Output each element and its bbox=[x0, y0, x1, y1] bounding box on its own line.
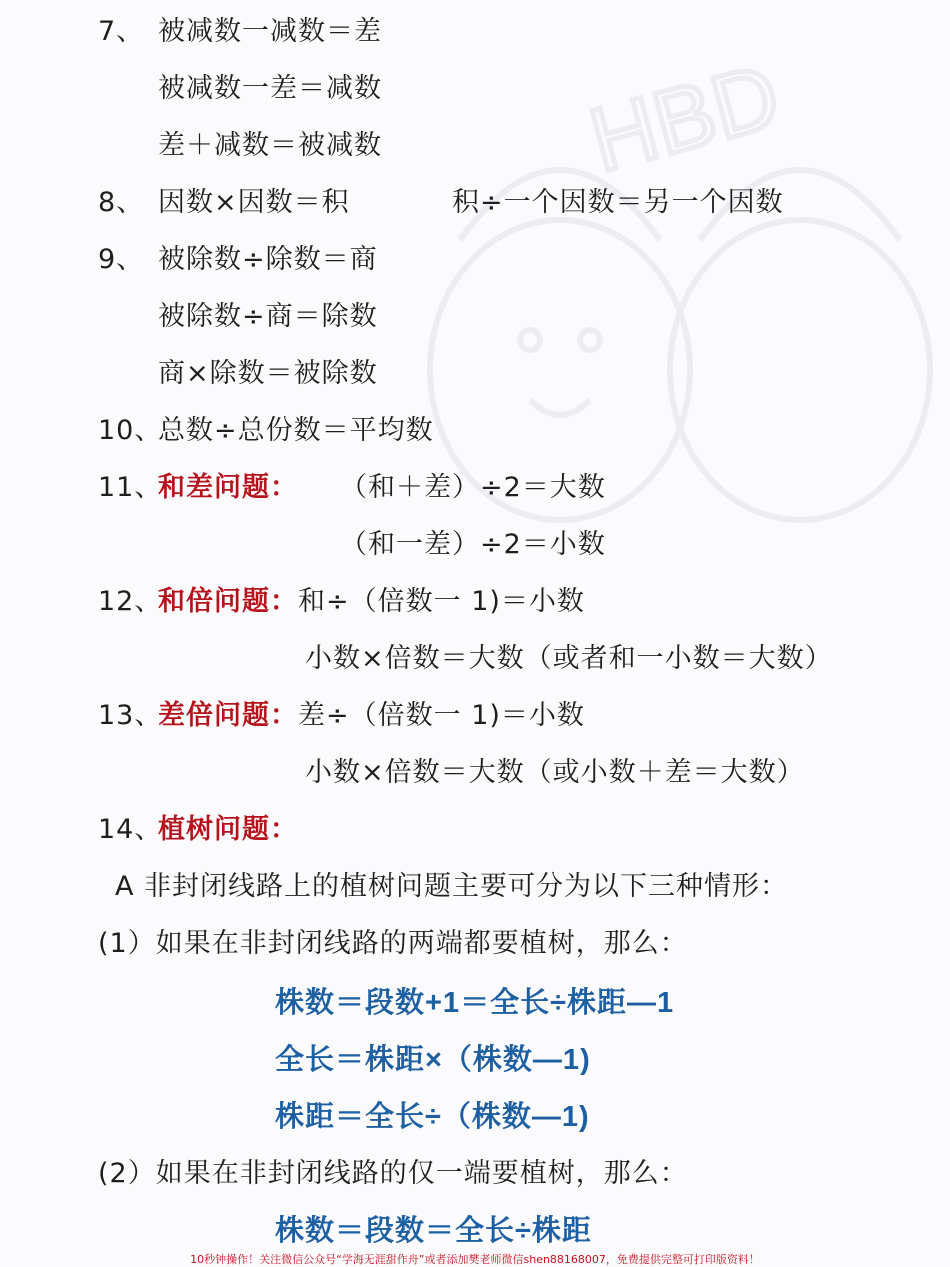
case-2-heading: (2）如果在非封闭线路的仅一端要植树，那么： bbox=[98, 1158, 688, 1189]
problem-title: 和差问题： bbox=[158, 472, 298, 503]
item-number: 12、 bbox=[98, 586, 163, 617]
problem-title: 植树问题： bbox=[158, 814, 298, 845]
item-7-line-3: 差＋减数＝被减数 bbox=[158, 130, 382, 161]
item-13-line-1 bbox=[98, 696, 585, 736]
item-number: 11、 bbox=[98, 472, 163, 503]
formula: 被减数一减数＝差 bbox=[158, 16, 382, 47]
footer-notice: 10秒钟操作！关注微信公众号“学海无涯甜作舟”或者添加樊老师微信shen88168007，免费提供完整可打印版资料！ bbox=[190, 1253, 760, 1266]
item-number: 9、 bbox=[98, 244, 145, 275]
item-11-formula-2: （和一差）÷2＝小数 bbox=[340, 529, 606, 560]
item-7-line-1 bbox=[98, 12, 382, 52]
item-8-line-1 bbox=[98, 183, 350, 223]
formula: 被除数÷除数＝商 bbox=[158, 244, 378, 275]
item-12-formula-2: 小数×倍数＝大数（或者和一小数＝大数） bbox=[305, 643, 833, 674]
item-number: 8、 bbox=[98, 187, 145, 218]
formula: 和÷（倍数一 1)＝小数 bbox=[298, 586, 585, 617]
item-12-line-1 bbox=[98, 582, 585, 622]
item-9-line-2: 被除数÷商＝除数 bbox=[158, 301, 378, 332]
problem-title: 差倍问题： bbox=[158, 700, 298, 731]
item-number: 10、 bbox=[98, 415, 163, 446]
item-number: 13、 bbox=[98, 700, 163, 731]
item-7-line-2: 被减数一差＝减数 bbox=[158, 73, 382, 104]
item-number: 7、 bbox=[98, 16, 145, 47]
item-10-line-1 bbox=[98, 411, 434, 451]
problem-title: 和倍问题： bbox=[158, 586, 298, 617]
section-a-heading: A 非封闭线路上的植树问题主要可分为以下三种情形： bbox=[115, 871, 789, 902]
item-14-line-1 bbox=[98, 810, 298, 850]
case-1-formula-2: 全长＝株距×（株数—1) bbox=[275, 1044, 591, 1076]
item-11-line-1 bbox=[98, 468, 298, 508]
case-2-formula-1: 株数＝段数＝全长÷株距 bbox=[275, 1215, 592, 1247]
case-1-heading: (1）如果在非封闭线路的两端都要植树，那么： bbox=[98, 928, 688, 959]
item-13-formula-2: 小数×倍数＝大数（或小数＋差＝大数） bbox=[305, 757, 805, 788]
item-9-line-3: 商×除数＝被除数 bbox=[158, 358, 378, 389]
formula: 因数×因数＝积 bbox=[158, 187, 350, 218]
formula: 差÷（倍数一 1)＝小数 bbox=[298, 700, 585, 731]
item-9-line-1 bbox=[98, 240, 378, 280]
item-11-formula-1: （和＋差）÷2＝大数 bbox=[340, 472, 606, 503]
item-number: 14、 bbox=[98, 814, 163, 845]
case-1-formula-1: 株数＝段数+1＝全长÷株距—1 bbox=[275, 987, 675, 1019]
case-1-formula-3: 株距＝全长÷（株数—1) bbox=[275, 1101, 590, 1133]
watermark-text: HBD bbox=[580, 45, 790, 192]
formula: 总数÷总份数＝平均数 bbox=[158, 415, 434, 446]
item-8-line-2: 积÷一个因数＝另一个因数 bbox=[452, 187, 784, 218]
